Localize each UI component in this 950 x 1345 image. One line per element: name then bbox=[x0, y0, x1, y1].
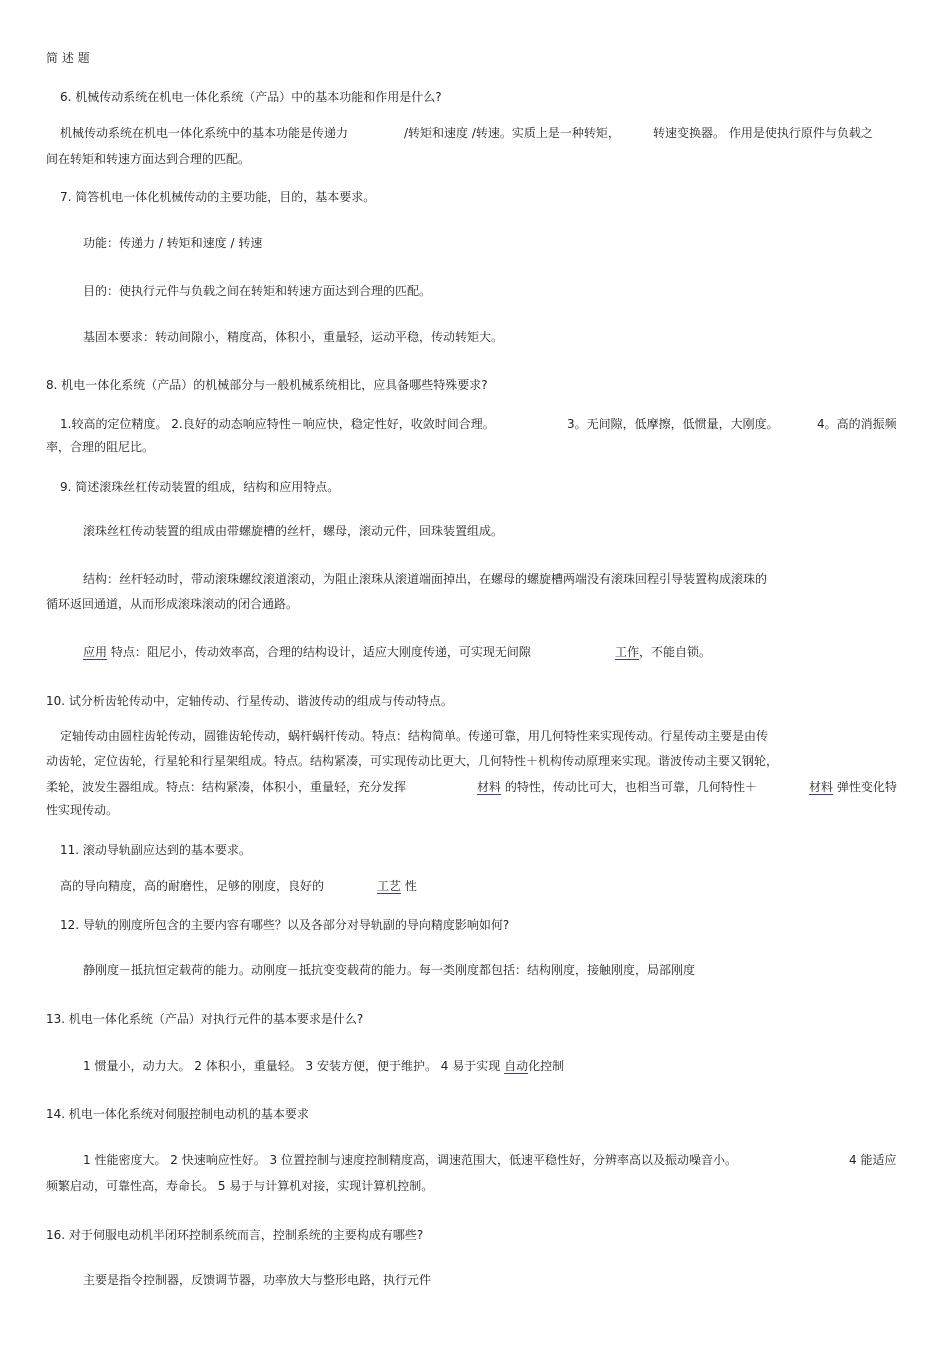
question-8: 8. 机电一体化系统（产品）的机械部分与一般机械系统相比，应具备哪些特殊要求? bbox=[46, 378, 488, 392]
underlined-term-material-1: 材料 bbox=[477, 780, 502, 794]
answer-14-line1-part2: 4 能适应 bbox=[849, 1153, 897, 1167]
answer-6-line1-part1: 机械传动系统在机电一体化系统中的基本功能是传递力 bbox=[60, 126, 349, 140]
application-features-text: 特点：阻尼小，传动效率高，合理的结构设计，适应大刚度传递，可实现无间隙 bbox=[110, 645, 531, 659]
answer-8-line1-part3: 4。高的消振频 bbox=[817, 417, 897, 431]
question-13: 13. 机电一体化系统（产品）对执行元件的基本要求是什么? bbox=[46, 1012, 364, 1026]
answer-11-part1: 高的导向精度，高的耐磨性，足够的刚度，良好的 bbox=[60, 879, 325, 893]
question-7: 7. 简答机电一体化机械传动的主要功能，目的，基本要求。 bbox=[60, 190, 376, 204]
answer-9-application-end bbox=[615, 645, 711, 659]
question-6: 6. 机械传动系统在机电一体化系统（产品）中的基本功能和作用是什么? bbox=[60, 90, 442, 104]
answer-8-line1-part1: 1.较高的定位精度。 2.良好的动态响应特性－响应快，稳定性好，收敛时间合理。 bbox=[60, 417, 495, 431]
answer-8-line2: 率，合理的阻尼比。 bbox=[46, 440, 155, 454]
answer-11-end: 性 bbox=[404, 879, 417, 893]
answer-10-line3-end: 弹性变化特 bbox=[836, 780, 897, 794]
answer-14-line2: 频繁启动，可靠性高，寿命长。 5 易于与计算机对接，实现计算机控制。 bbox=[46, 1179, 434, 1193]
answer-10-line3-mid: 的特性，传动比可大，也相当可靠，几何特性＋ bbox=[504, 780, 757, 794]
underlined-term-application: 应用 bbox=[83, 645, 108, 659]
application-end-text: ，不能自锁。 bbox=[639, 645, 712, 659]
answer-6-line1-part2: /转矩和速度 /转速。实质上是一种转矩， bbox=[404, 126, 620, 140]
answer-6-line2: 间在转矩和转速方面达到合理的匹配。 bbox=[46, 152, 251, 166]
answer-12: 静刚度－抵抗恒定载荷的能力。动刚度－抵抗变变载荷的能力。每一类刚度都包括：结构刚度，接触刚度，局部刚度 bbox=[83, 963, 696, 977]
question-11: 11. 滚动导轨副应达到的基本要求。 bbox=[60, 843, 251, 857]
question-16: 16. 对于伺服电动机半闭环控制系统而言，控制系统的主要构成有哪些? bbox=[46, 1228, 424, 1242]
answer-6-line1-part3: 转速变换器。 作用是使执行原件与负载之 bbox=[653, 126, 873, 140]
underlined-term-automatic: 自动 bbox=[504, 1059, 529, 1073]
underlined-term-craft: 工艺 bbox=[377, 879, 402, 893]
underlined-term-work: 工作 bbox=[615, 645, 640, 659]
answer-10-line3-part3 bbox=[809, 780, 897, 794]
section-heading: 简 述 题 bbox=[46, 51, 90, 65]
answer-10-line4: 性实现传动。 bbox=[46, 803, 119, 817]
answer-10-line2: 动齿轮，定位齿轮，行星轮和行星架组成。特点。结构紧凑，可实现传动比更大，几何特性＋机构传动原理来实现。谐波传动主要又钢轮， bbox=[46, 754, 779, 768]
answer-14-line1-part1: 1 性能密度大。 2 快速响应性好。 3 位置控制与速度控制精度高，调速范围大，低速平稳性好，分辨率高以及振动噪音小。 bbox=[83, 1153, 737, 1167]
answer-13-end: 化控制 bbox=[528, 1059, 565, 1073]
question-12: 12. 导轨的刚度所包含的主要内容有哪些？以及各部分对导轨副的导向精度影响如何? bbox=[60, 918, 510, 932]
answer-9-structure-line1: 结构：丝杆轻动时，带动滚珠螺纹滚道滚动，为阻止滚珠从滚道端面掉出，在螺母的螺旋槽两端没有滚珠回程引导装置构成滚珠的 bbox=[83, 572, 768, 586]
answer-11-part2 bbox=[377, 879, 417, 893]
answer-8-line1-part2: 3。无间隙，低摩擦，低惯量，大刚度。 bbox=[567, 417, 779, 431]
question-14: 14. 机电一体化系统对伺服控制电动机的基本要求 bbox=[46, 1107, 309, 1121]
question-9: 9. 简述滚珠丝杠传动装置的组成，结构和应用特点。 bbox=[60, 480, 340, 494]
answer-9-structure-line2: 循环返回通道，从而形成滚珠滚动的闭合通路。 bbox=[46, 597, 299, 611]
answer-7-purpose: 目的：使执行元件与负载之间在转矩和转速方面达到合理的匹配。 bbox=[83, 284, 432, 298]
answer-9-application bbox=[83, 645, 531, 659]
answer-10-line3-part1: 柔轮，波发生器组成。特点：结构紧凑，体积小，重量轻，充分发挥 bbox=[46, 780, 407, 794]
underlined-term-material-2: 材料 bbox=[809, 780, 834, 794]
answer-7-function: 功能：传递力 / 转矩和速度 / 转速 bbox=[83, 236, 263, 250]
answer-13 bbox=[83, 1059, 564, 1073]
answer-13-text: 1 惯量小，动力大。 2 体积小，重量轻。 3 安装方便，便于维护。 4 易于实现 bbox=[83, 1059, 501, 1073]
answer-10-line3-part2 bbox=[477, 780, 757, 794]
answer-10-line1: 定轴传动由圆柱齿轮传动，圆锥齿轮传动，蜗杆蜗杆传动。特点：结构简单。传递可靠，用几何特性来实现传动。行星传动主要是由传 bbox=[60, 729, 769, 743]
answer-9-composition: 滚珠丝杠传动装置的组成由带螺旋槽的丝杆，螺母，滚动元件，回珠装置组成。 bbox=[83, 524, 504, 538]
answer-16: 主要是指令控制器，反馈调节器，功率放大与整形电路，执行元件 bbox=[83, 1273, 432, 1287]
question-10: 10. 试分析齿轮传动中，定轴传动、行星传动、谐波传动的组成与传动特点。 bbox=[46, 694, 453, 708]
answer-7-requirements: 基固本要求：转动间隙小，精度高，体积小，重量轻，运动平稳，传动转矩大。 bbox=[83, 330, 504, 344]
